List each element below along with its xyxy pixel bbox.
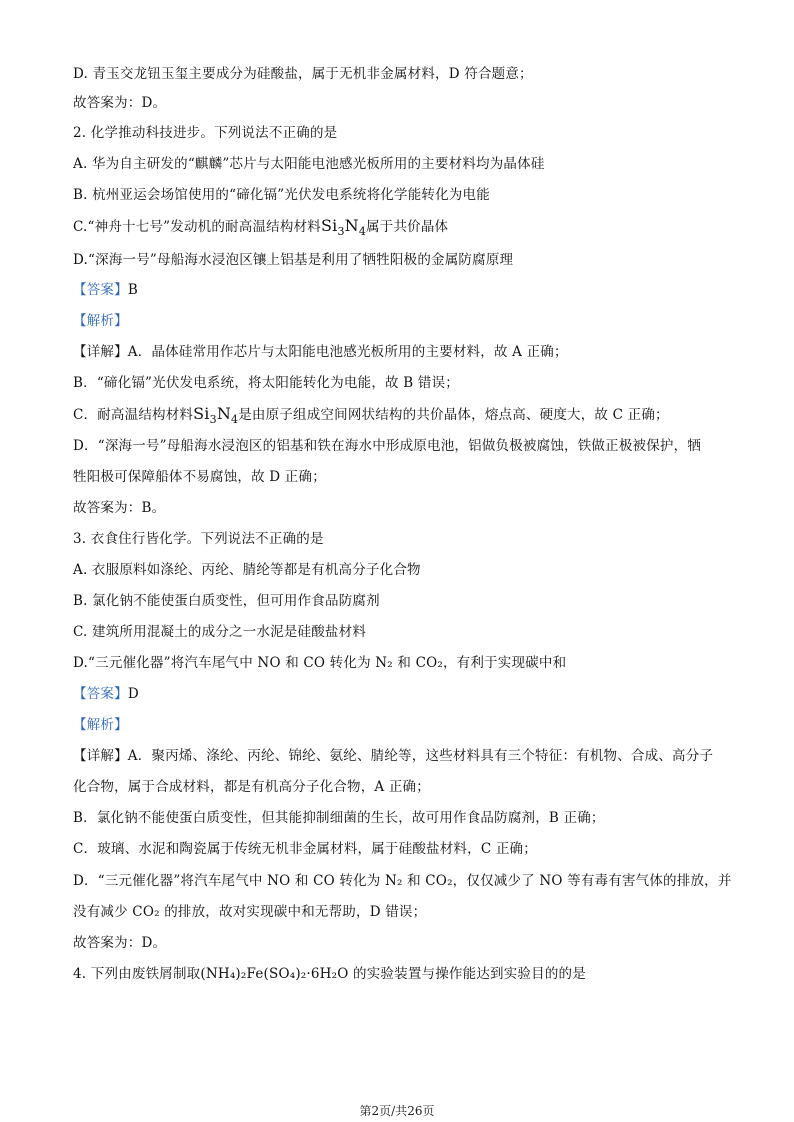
section-tag: 【答案】 [73, 686, 128, 702]
text-line: 2. 化学推动科技进步。下列说法不正确的是 [73, 125, 338, 141]
line-text: C.“神舟十七号”发动机的耐高温结构材料 [73, 219, 321, 235]
text-line: D．“深海一号”母船海水浸泡区的铝基和铁在海水中形成原电池，铝做负极被腐蚀，铁做正极被保护，牺 [73, 438, 702, 454]
text-line: B. 氯化钠不能使蛋白质变性，但可用作食品防腐剂 [73, 593, 380, 609]
line-text: C．耐高温结构材料 [73, 407, 194, 423]
line-text: 属于共价晶体 [366, 219, 449, 235]
text-line: 牲阳极可保障船体不易腐蚀，故 D 正确； [73, 469, 326, 485]
page-footer: 第2页/共26页 [359, 1104, 435, 1118]
section-tag: 【答案】 [73, 282, 128, 298]
text-line: 故答案为：D。 [73, 95, 167, 111]
text-line [73, 685, 753, 703]
text-line: 【详解】A．晶体硅常用作芯片与太阳能电池感光板所用的主要材料，故 A 正确； [73, 344, 568, 360]
text-line: 【详解】A．聚丙烯、涤纶、丙纶、锦纶、氨纶、腈纶等，这些材料具有三个特征：有机物、合成、高分子 [73, 748, 714, 764]
text-line: A. 华为自主研发的“麒麟”芯片与太阳能电池感光板所用的主要材料均为晶体硅 [73, 156, 545, 172]
text-line: B．“碲化镉”光伏发电系统，将太阳能转化为电能，故 B 错误； [73, 375, 459, 391]
text-line: C. 建筑所用混凝土的成分之一水泥是硅酸盐材料 [73, 624, 367, 640]
text-line: 化合物，属于合成材料，都是有机高分子化合物，A 正确； [73, 779, 430, 795]
text-line: A. 衣服原料如涤纶、丙纶、腈纶等都是有机高分子化合物 [73, 562, 421, 578]
text-line: 3. 衣食住行皆化学。下列说法不正确的是 [73, 531, 324, 547]
answer-value: B [127, 282, 138, 298]
text-line: 故答案为：D。 [73, 935, 167, 951]
text-line [73, 716, 753, 734]
line-text: 是由原子组成空间网状结构的共价晶体，熔点高、硬度大，故 C 正确； [238, 407, 669, 423]
text-line [73, 281, 753, 299]
text-line: D.“深海一号”母船海水浸泡区镶上铝基是利用了牺牲阳极的金属防腐原理 [73, 252, 514, 268]
text-line [73, 312, 753, 330]
text-line [73, 405, 753, 429]
text-line: 故答案为：B。 [73, 500, 166, 516]
text-line: D.“三元催化器”将汽车尾气中 NO 和 CO 转化为 N₂ 和 CO₂，有利于实现碳中和 [73, 655, 567, 671]
chemical-formula: $Si_3N_4$ [320, 216, 367, 239]
text-line: 没有减少 CO₂ 的排放，故对实现碳中和无帮助，D 错误； [73, 904, 427, 920]
text-line [73, 217, 753, 241]
text-line: 4. 下列由废铁屑制取(NH₄)₂Fe(SO₄)₂·6H₂O 的实验装置与操作能达到实验目的的是 [73, 966, 586, 982]
section-tag: 【解析】 [73, 717, 128, 733]
text-line: D．“三元催化器”将汽车尾气中 NO 和 CO 转化为 N₂ 和 CO₂，仅仅减少了 NO 等有毒有害气体的排放，并 [73, 873, 732, 889]
text-line: B. 杭州亚运会场馆使用的“碲化镉”光伏发电系统将化学能转化为电能 [73, 187, 490, 203]
chemical-formula: $Si_3N_4$ [193, 404, 239, 427]
text-line: C．玻璃、水泥和陶瓷属于传统无机非金属材料，属于硅酸盐材料，C 正确； [73, 841, 537, 857]
text-line: D. 青玉交龙钮玉玺主要成分为硅酸盐，属于无机非金属材料，D 符合题意； [73, 66, 533, 82]
section-tag: 【解析】 [73, 313, 128, 329]
text-line: B．氯化钠不能使蛋白质变性，但其能抑制细菌的生长，故可用作食品防腐剂，B 正确； [73, 810, 605, 826]
answer-value: D [127, 686, 139, 702]
